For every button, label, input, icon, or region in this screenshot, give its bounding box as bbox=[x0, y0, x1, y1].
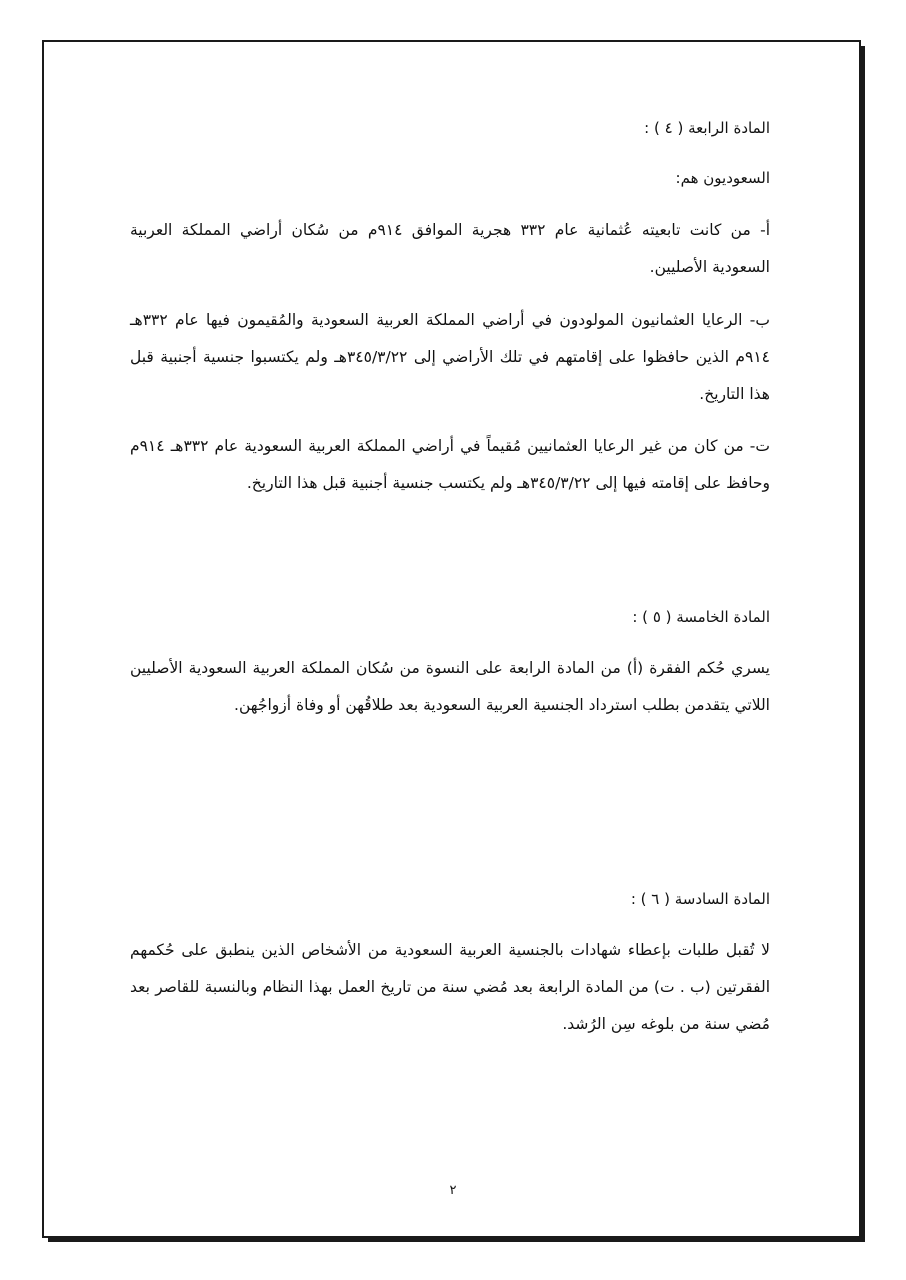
article-5-heading: المادة الخامسة ( ٥ ) : bbox=[632, 608, 770, 626]
article-6-heading: المادة السادسة ( ٦ ) : bbox=[630, 890, 770, 908]
page-border-shadow-right bbox=[861, 46, 865, 1242]
article-6-body: لا تُقبل طلبات بإعطاء شهادات بالجنسية العربية السعودية من الأشخاص الذين ينطبق على حُكمهم الفقرتين (ب . ت) من المادة الرابعة بعد مُضي سنة من تاريخ العمل بهذا النظام وبالنسبة للقاصر بعد مُضي سنة من بلوغه سِن الرُشد. bbox=[130, 941, 770, 1033]
article-4-heading: المادة الرابعة ( ٤ ) : bbox=[644, 119, 770, 137]
article-4-clause-t: ت- من كان من غير الرعايا العثمانيين مُقيماً في أراضي المملكة العربية السعودية عام ٣٣٢هـ ٩١٤م وحافظ على إقامته فيها إلى ٣٤٥/٣/٢٢هـ ولم يكتسب جنسية أجنبية قبل هذا التاريخ. bbox=[130, 437, 770, 492]
article-4-clause-b: ب- الرعايا العثمانيون المولودون في أراضي المملكة العربية السعودية والمُقيمون فيها عام ٣٣٢هـ ٩١٤م الذين حافظوا على إقامتهم في تلك الأراضي إلى ٣٤٥/٣/٢٢هـ ولم يكتسبوا جنسية أجنبية قبل هذا التاريخ. bbox=[130, 311, 770, 403]
article-5-body: يسري حُكم الفقرة (أ) من المادة الرابعة على النسوة من سُكان المملكة العربية السعودية الأصليين اللاتي يتقدمن بطلب استرداد الجنسية العربية السعودية بعد طلاقُهن أو وفاة أزواجُهن. bbox=[130, 659, 770, 714]
article-4-intro: السعوديون هم: bbox=[675, 169, 770, 187]
document-body bbox=[130, 0, 770, 1280]
article-4-clause-a: أ- من كانت تابعيته عُثمانية عام ٣٣٢ هجرية الموافق ٩١٤م من سُكان أراضي المملكة العربية السعودية الأصليين. bbox=[130, 221, 771, 276]
page-number: ٢ bbox=[449, 1183, 457, 1198]
